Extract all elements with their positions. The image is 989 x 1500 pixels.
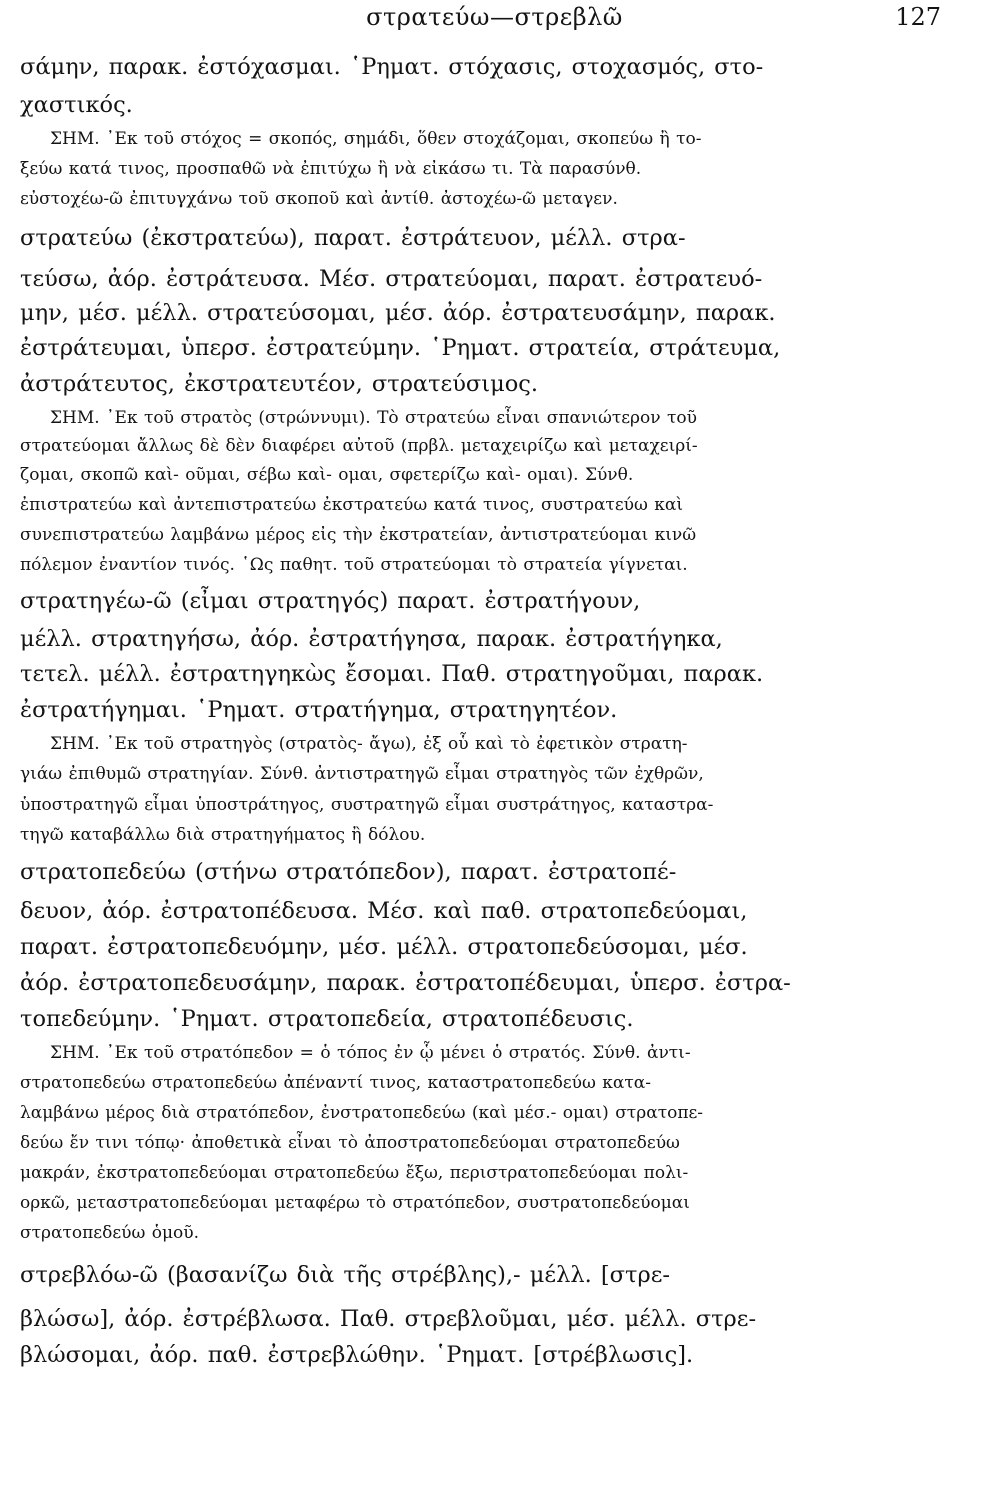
note-line: στρατεύομαι ἄλλως δὲ δὲν διαφέρει αὐτοῦ (πρβλ. μεταχειρίζω καὶ μεταχειρί-	[20, 436, 698, 456]
note-line: ΣΗΜ. ᾿Εκ τοῦ στόχος = σκοπός, σημάδι, ὅθεν στοχάζομαι, σκοπεύω ἢ το-	[50, 129, 702, 149]
note-line: ὑποστρατηγῶ εἶμαι ὑποστράτηγος, συστρατηγῶ εἶμαι συστράτηγος, καταστρα-	[20, 795, 714, 815]
text-line: παρατ. ἐστρατοπεδευόμην, μέσ. μέλλ. στρατοπεδεύσομαι, μέσ.	[20, 934, 748, 960]
running-head: στρατεύω—στρεβλῶ	[366, 3, 623, 31]
page-header	[0, 0, 989, 40]
note-line: ξεύω κατά τινος, προσπαθῶ νὰ ἐπιτύχω ἢ νὰ εἰκάσω τι. Τὰ παρασύνθ.	[20, 159, 642, 179]
note-line: ΣΗΜ. ᾿Εκ τοῦ στρατηγὸς (στρατὸς- ἄγω), ἐξ οὗ καὶ τὸ ἐφετικὸν στρατη-	[50, 734, 688, 754]
note-line: γιάω ἐπιθυμῶ στρατηγίαν. Σύνθ. ἀντιστρατηγῶ εἶμαι στρατηγὸς τῶν ἐχθρῶν,	[20, 764, 704, 784]
text-line: μέλλ. στρατηγήσω, ἀόρ. ἐστρατήγησα, παρακ. ἐστρατήγηκα,	[20, 626, 723, 652]
note-line: ορκῶ, μεταστρατοπεδεύομαι μεταφέρω τὸ στρατόπεδον, συστρατοπεδεύομαι	[20, 1193, 690, 1213]
text-line: ἐστράτευμαι, ὑπερσ. ἐστρατεύμην. ῾Ρηματ. στρατεία, στράτευμα,	[20, 335, 781, 361]
text-line: σάμην, παρακ. ἐστόχασμαι. ῾Ρηματ. στόχασις, στοχασμός, στο-	[20, 54, 764, 80]
text-line: δευον, ἀόρ. ἐστρατοπέδευσα. Μέσ. καὶ παθ. στρατοπεδεύομαι,	[20, 898, 748, 924]
note-line: πόλεμον ἐναντίον τινός. ῾Ως παθητ. τοῦ στρατεύομαι τὸ στρατεία γίγνεται.	[20, 555, 688, 575]
note-line: ΣΗΜ. ᾿Εκ τοῦ στρατὸς (στρώννυμι). Τὸ στρατεύω εἶναι σπανιώτερον τοῦ	[50, 408, 697, 428]
note-line: λαμβάνω μέρος διὰ στρατόπεδον, ἐνστρατοπεδεύω (καὶ μέσ.- ομαι) στρατοπε-	[20, 1103, 704, 1123]
text-line: ἀόρ. ἐστρατοπεδευσάμην, παρακ. ἐστρατοπέδευμαι, ὑπερσ. ἐστρα-	[20, 970, 791, 996]
note-line: ΣΗΜ. ᾿Εκ τοῦ στρατόπεδον = ὁ τόπος ἐν ᾧ μένει ὁ στρατός. Σύνθ. ἀντι-	[50, 1043, 691, 1063]
note-line: δεύω ἔν τινι τόπῳ· ἀποθετικὰ εἶναι τὸ ἀποστρατοπεδεύομαι στρατοπεδεύω	[20, 1133, 680, 1153]
entry-headword-line: στρατεύω (ἐκστρατεύω), παρατ. ἐστράτευον, μέλλ. στρα-	[20, 225, 686, 251]
page-body	[20, 48, 970, 1373]
text-line: τεύσω, ἀόρ. ἐστράτευσα. Μέσ. στρατεύομαι, παρατ. ἐστρατευό-	[20, 266, 763, 292]
text-line: ἀστράτευτος, ἐκστρατευτέον, στρατεύσιμος.	[20, 371, 538, 397]
text-line: τοπεδεύμην. ῾Ρηματ. στρατοπεδεία, στρατοπέδευσις.	[20, 1006, 634, 1032]
text-line: μην, μέσ. μέλλ. στρατεύσομαι, μέσ. ἀόρ. ἐστρατευσάμην, παρακ.	[20, 300, 776, 326]
note-line: τηγῶ καταβάλλω διὰ στρατηγήματος ἢ δόλου.	[20, 825, 426, 845]
note-line: μακράν, ἐκστρατοπεδεύομαι στρατοπεδεύω ἔξω, περιστρατοπεδεύομαι πολι-	[20, 1163, 689, 1183]
text-line: τετελ. μέλλ. ἐστρατηγηκὼς ἔσομαι. Παθ. στρατηγοῦμαι, παρακ.	[20, 661, 764, 687]
note-line: ἐπιστρατεύω καὶ ἀντεπιστρατεύω ἐκστρατεύω κατά τινος, συστρατεύω καὶ	[20, 495, 684, 515]
entry-headword-line: στρεβλόω-ῶ (βασανίζω διὰ τῆς στρέβλης),- μέλλ. [στρε-	[20, 1262, 670, 1288]
note-line: στρατοπεδεύω στρατοπεδεύω ἀπέναντί τινος, καταστρατοπεδεύω κατα-	[20, 1073, 652, 1093]
text-line: χαστικός.	[20, 92, 133, 118]
page-number: 127	[895, 3, 941, 31]
note-line: συνεπιστρατεύω λαμβάνω μέρος εἰς τὴν ἐκστρατείαν, ἀντιστρατεύομαι κινῶ	[20, 525, 697, 545]
note-line: εὐστοχέω-ῶ ἐπιτυγχάνω τοῦ σκοποῦ καὶ ἀντίθ. ἀστοχέω-ῶ μεταγεν.	[20, 189, 618, 209]
text-line: βλώσομαι, ἀόρ. παθ. ἐστρεβλώθην. ῾Ρηματ. [στρέβλωσις].	[20, 1342, 694, 1368]
note-line: στρατοπεδεύω ὁμοῦ.	[20, 1223, 200, 1243]
text-line: ἐστρατήγημαι. ῾Ρηματ. στρατήγημα, στρατηγητέον.	[20, 697, 618, 723]
note-line: ζομαι, σκοπῶ καὶ- οῦμαι, σέβω καὶ- ομαι, σφετερίζω καὶ- ομαι). Σύνθ.	[20, 465, 634, 485]
entry-headword-line: στρατηγέω-ῶ (εἶμαι στρατηγός) παρατ. ἐστρατήγουν,	[20, 588, 641, 614]
text-line: βλώσω], ἀόρ. ἐστρέβλωσα. Παθ. στρεβλοῦμαι, μέσ. μέλλ. στρε-	[20, 1306, 757, 1332]
entry-headword-line: στρατοπεδεύω (στήνω στρατόπεδον), παρατ. ἐστρατοπέ-	[20, 859, 677, 885]
